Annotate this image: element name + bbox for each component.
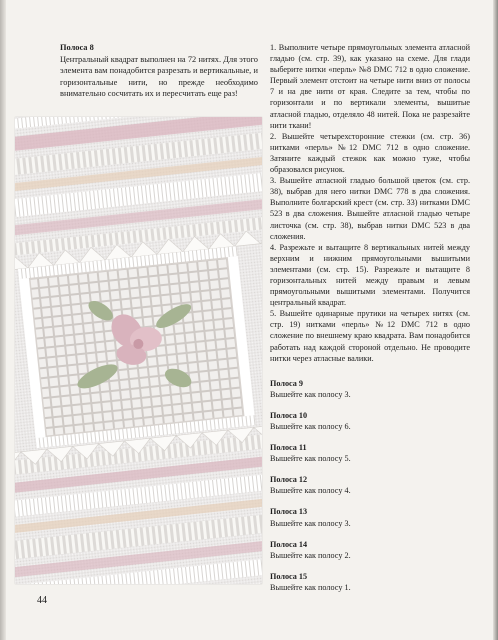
instructions-list	[270, 42, 470, 364]
stripe-section-title: Полоса 9	[270, 378, 304, 388]
stripe-section-title: Полоса 13	[270, 507, 308, 517]
stripe-section	[270, 378, 470, 400]
stripe-section-title: Полоса 12	[270, 475, 308, 485]
stripe-section-text: Вышейте как полосу 1.	[270, 582, 351, 592]
page-edge-shadow	[493, 0, 498, 640]
hardanger-embroidery-image	[15, 117, 262, 584]
instruction-step-5: 5. Вышейте одинарные прутики на четырех нитях (см. стр. 19) нитками «перль» №12 DMC 712 в одно сложение по внешнему краю квадрата. Вам понадобится работать над каждой стороной отдельно. Не проводите нитки через атласные валики.	[270, 309, 470, 363]
stripe-section	[270, 571, 470, 593]
stripe-section-title: Полоса 10	[270, 410, 308, 420]
stripe-section-text: Вышейте как полосу 3.	[270, 389, 351, 399]
intro-column	[60, 42, 258, 100]
stripe-section-text: Вышейте как полосу 2.	[270, 550, 351, 560]
stripe-sections-list	[270, 378, 470, 593]
instruction-step-3: 3. Вышейте атласной гладью большой цветок (см. стр. 38), выбрав для него нитки DMC 778 в два сложения. Выполните болгарский крест (см. стр. 33) нитками DMC 523 в два сложения. Вышейте атласной гладью четыре листочка (см. стр. 38), выбрав нитки DMC 523 в два сложения.	[270, 176, 470, 241]
stripe-section	[270, 410, 470, 432]
instruction-step-4: 4. Разрежьте и вытащите 8 вертикальных нитей между верхним и нижним прямоугольными вышитыми элементами (см. стр. 15). Разрежьте и вытащите 8 горизонтальных нитей между правым и левым прямоугольными вышитыми элементами. Получится центральный квадрат.	[270, 242, 470, 308]
embroidery-photo	[15, 117, 262, 584]
page-number: 44	[37, 595, 47, 606]
stripe-section-title: Полоса 15	[270, 571, 308, 581]
stripe-8-intro: Центральный квадрат выполнен на 72 нитях. Для этого элемента вам понадобится разрезать и вертикальные, и горизонтальные нити, но прежде необходимо внимательно сосчитать их и пересчитать еще раз!	[60, 54, 258, 99]
stripe-8-heading: Полоса 8	[60, 43, 94, 52]
instructions-column	[270, 42, 470, 593]
stripe-section-text: Вышейте как полосу 6.	[270, 422, 351, 431]
stripe-section-title: Полоса 11	[270, 443, 307, 453]
stripe-section-text: Вышейте как полосу 3.	[270, 518, 351, 528]
page-binding-shadow	[0, 0, 6, 640]
stripe-section	[270, 442, 470, 464]
instruction-step-2: 2. Вышейте четырехсторонние стежки (см. стр. 36) нитками «перль» №12 DMC 712 в одно сложение. Затяните каждый стежок как можно туже, чтобы образовался рисунок.	[270, 131, 470, 175]
stripe-section	[270, 539, 470, 561]
stripe-section-text: Вышейте как полосу 5.	[270, 454, 351, 464]
stripe-section-title: Полоса 14	[270, 539, 308, 549]
instruction-step-1: 1. Выполните четыре прямоугольных элемента атласной гладью (см. стр. 39), как указано на схеме. Для глади выберите нитки «перль» №8 DMC 712 в одно сложение. Первый элемент отстоит на четыре нити вниз от полосы 7 и на две нити от края. Следите за тем, чтобы по горизонтали и по вертикали элементы, вышитые атласной гладью, отделяло 48 нитей. Пока не разрезайте нити ткани!	[270, 43, 470, 130]
stripe-section	[270, 506, 470, 528]
stripe-section-text: Вышейте как полосу 4.	[270, 486, 351, 496]
stripe-section	[270, 474, 470, 496]
